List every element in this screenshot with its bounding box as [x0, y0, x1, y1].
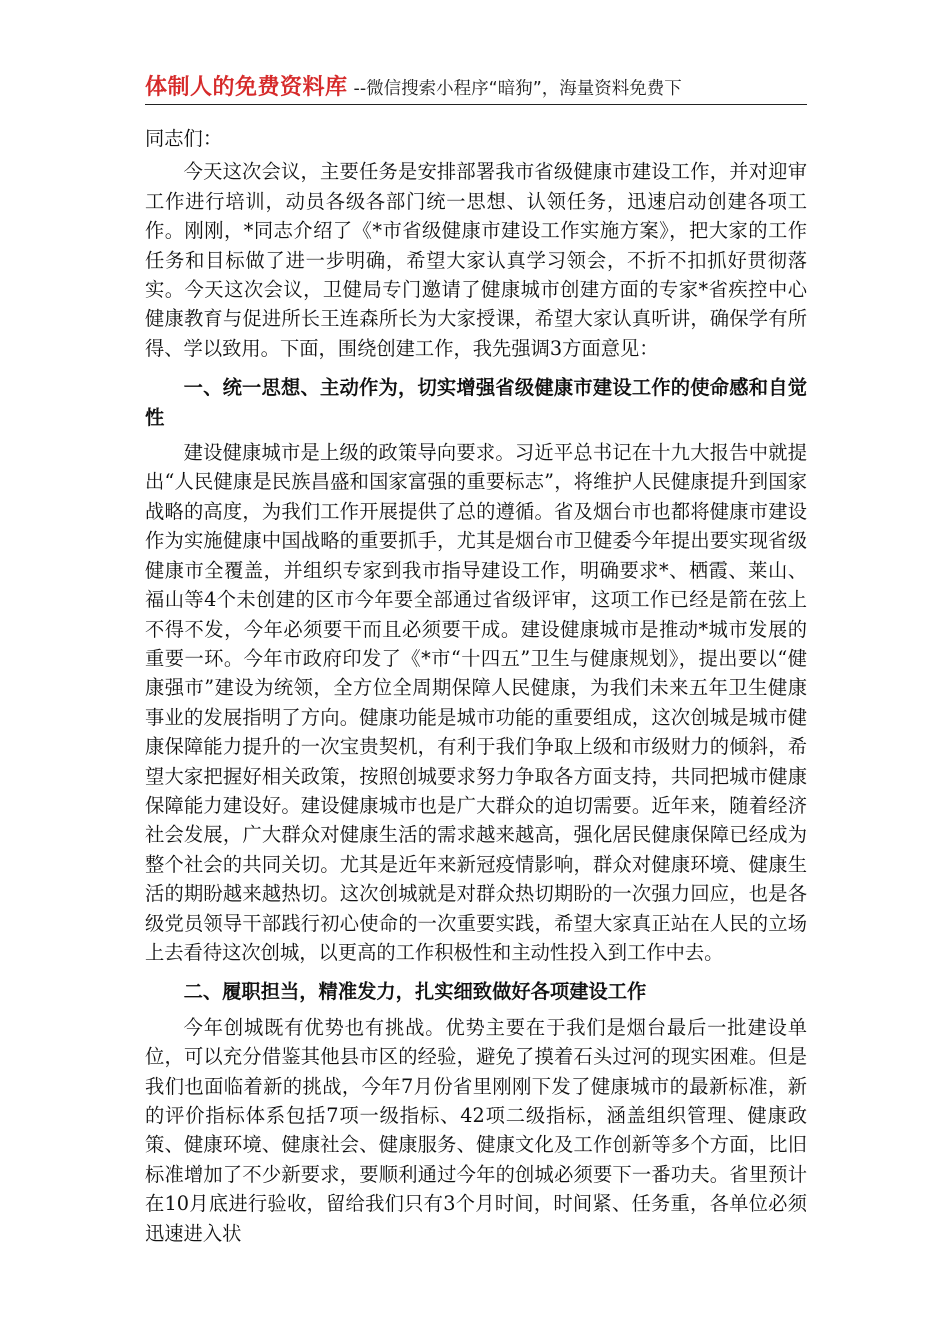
document-body [145, 124, 807, 1248]
section-1-paragraph: 建设健康城市是上级的政策导向要求。习近平总书记在十九大报告中就提出“人民健康是民族昌盛和国家富强的重要标志”，将维护人民健康提升到国家战略的高度，为我们工作开展提供了总的遵循。省及烟台市也都将健康市建设作为实施健康中国战略的重要抓手，尤其是烟台市卫健委今年提出要实现省级健康市全覆盖，并组织专家到我市指导建设工作，明确要求*、栖霞、莱山、福山等4个未创建的区市今年要全部通过省级评审，这项工作已经是箭在弦上不得不发，今年必须要干而且必须要干成。建设健康城市是推动*城市发展的重要一环。今年市政府印发了《*市“十四五”卫生与健康规划》，提出要以“健康强市”建设为统领，全方位全周期保障人民健康，为我们未来五年卫生健康事业的发展指明了方向。健康功能是城市功能的重要组成，这次创城是城市健康保障能力提升的一次宝贵契机，有利于我们争取上级和市级财力的倾斜，希望大家把握好相关政策，按照创城要求努力争取各方面支持，共同把城市健康保障能力建设好。建设健康城市也是广大群众的迫切需要。近年来，随着经济社会发展，广大群众对健康生活的需求越来越高，强化居民健康保障已经成为整个社会的共同关切。尤其是近年来新冠疫情影响，群众对健康环境、健康生活的期盼越来越热切。这次创城就是对群众热切期盼的一次强力回应，也是各级党员领导干部践行初心使命的一次重要实践，希望大家真正站在人民的立场上去看待这次创城，以更高的工作积极性和主动性投入到工作中去。 [145, 441, 807, 964]
section-2-paragraph: 今年创城既有优势也有挑战。优势主要在于我们是烟台最后一批建设单位，可以充分借鉴其他县市区的经验，避免了摸着石头过河的现实困难。但是我们也面临着新的挑战，今年7月份省里刚刚下发了健康城市的最新标准，新的评价指标体系包括7项一级指标、42项二级指标，涵盖组织管理、健康政策、健康环境、健康社会、健康服务、健康文化及工作创新等多个方面，比旧标准增加了不少新要求，要顺利通过今年的创城必须要下一番功夫。省里预计在10月底进行验收，留给我们只有3个月时间，时间紧、任务重，各单位必须迅速进入状 [145, 1015, 807, 1245]
section-1-heading: 一、统一思想、主动作为，切实增强省级健康市建设工作的使命感和自觉性 [145, 376, 807, 429]
header-tagline: --微信搜索小程序“暗狗”，海量资料免费下 [353, 79, 682, 99]
intro-paragraph: 今天这次会议，主要任务是安排部署我市省级健康市建设工作，并对迎审工作进行培训，动员各级各部门统一思想、认领任务，迅速启动创建各项工作。刚刚，*同志介绍了《*市省级健康市建设工作实施方案》，把大家的工作任务和目标做了进一步明确，希望大家认真学习领会，不折不扣抓好贯彻落实。今天这次会议，卫健局专门邀请了健康城市创建方面的专家*省疾控中心健康教育与促进所长王连森所长为大家授课，希望大家认真听讲，确保学有所得、学以致用。下面，围绕创建工作，我先强调3方面意见： [145, 160, 807, 360]
salutation: 同志们： [145, 127, 223, 150]
header-brand: 体制人的免费资料库 [145, 75, 348, 100]
page-header [145, 70, 807, 105]
section-2-heading: 二、履职担当，精准发力，扎实细致做好各项建设工作 [183, 980, 647, 1004]
